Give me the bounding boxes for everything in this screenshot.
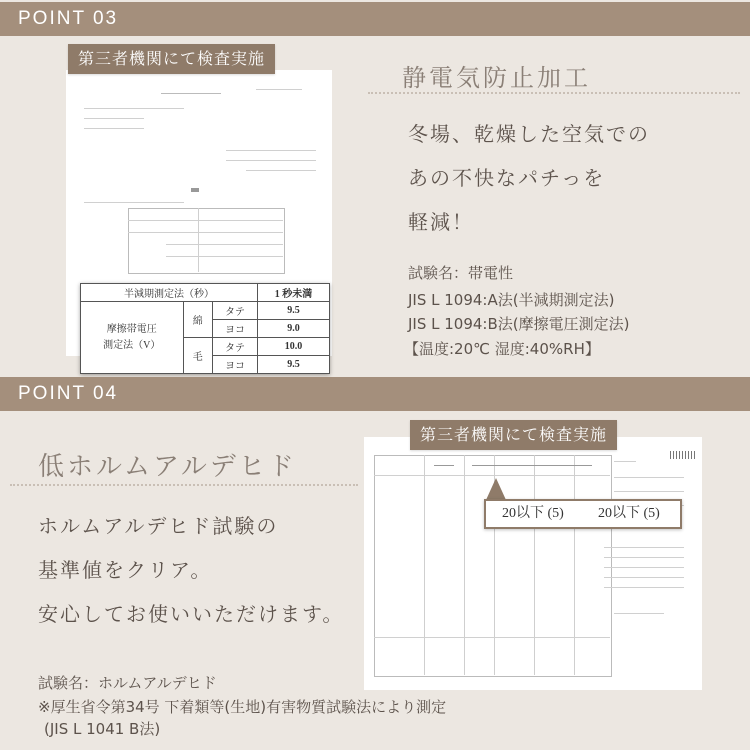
cotton-weft-label: ヨコ [213,320,258,338]
friction-label-line-2: 測定法（V） [103,339,161,351]
callout-pointer [486,478,506,500]
point-03-heading: 静電気防止加工 [402,64,591,92]
point-03-body-line-2: あの不快なパチっを [408,166,606,190]
point-03-test-name: 試験名：帯電性 [408,264,514,282]
third-party-tag-point-04: 第三者機関にて検査実施 [410,420,617,450]
formaldehyde-test-report-image [364,437,702,690]
point-03-label: POINT 03 [18,8,119,29]
cotton-label: 綿 [183,302,212,338]
point-04-method: (JIS L 1041 B法) [44,720,161,738]
static-test-results-table [80,283,330,374]
point-04-label: POINT 04 [18,383,119,404]
point-04-body-line-2: 基準値をクリア。 [38,558,213,582]
point-03-method-a: JIS L 1094:A法(半減期測定法) [408,291,615,309]
point-04-band [0,377,750,411]
result-value-2: 20以下 (5) [598,506,660,521]
point-03-body-line-1: 冬場、乾燥した空気での [408,122,650,146]
cotton-warp-label: タテ [213,302,258,320]
friction-voltage-label [81,302,184,374]
half-life-value: 1 秒未満 [257,284,329,302]
point-04-test-name: 試験名：ホルムアルデヒド [38,674,217,692]
wool-warp-value: 10.0 [257,338,329,356]
point-04-divider [10,484,358,486]
wool-weft-value: 9.5 [257,356,329,374]
point-03-body-line-3: 軽減！ [408,210,474,234]
result-value-1: 20以下 (5) [502,506,564,521]
formaldehyde-result-box [484,499,682,529]
point-03-divider [368,92,740,94]
third-party-tag-point-03: 第三者機関にて検査実施 [68,44,275,74]
half-life-label: 半減期測定法（秒） [81,284,258,302]
cotton-weft-value: 9.0 [257,320,329,338]
friction-label-line-1: 摩擦帯電圧 [106,323,157,335]
point-04-body-line-1: ホルムアルデヒド試験の [38,514,279,538]
wool-weft-label: ヨコ [213,356,258,374]
point-03-condition: 【温度:20℃ 湿度:40%RH】 [404,340,600,358]
point-03-band [0,2,750,36]
wool-warp-label: タテ [213,338,258,356]
point-04-note: ※厚生省令第34号 下着類等(生地)有害物質試験法により測定 [38,698,447,716]
point-04-body-line-3: 安心してお使いいただけます。 [38,602,345,626]
point-04-heading: 低ホルムアルデヒド [38,452,297,482]
cotton-warp-value: 9.5 [257,302,329,320]
point-03-method-b: JIS L 1094:B法(摩擦電圧測定法) [408,315,630,333]
wool-label: 毛 [183,338,212,374]
